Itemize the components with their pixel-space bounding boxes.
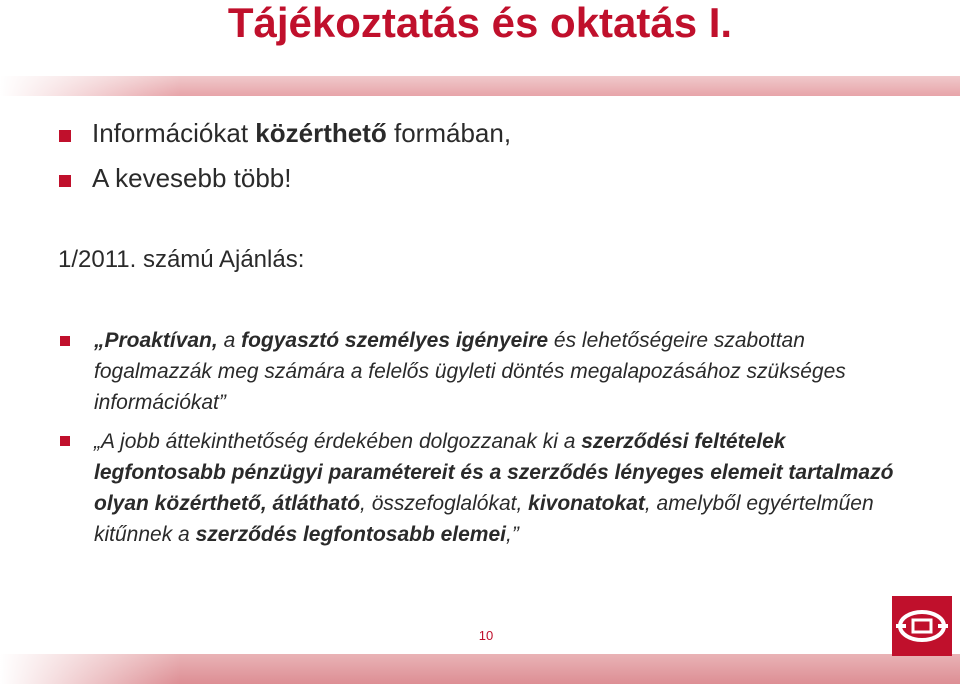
square-bullet-icon (60, 436, 70, 446)
recommendation-label: 1/2011. számú Ajánlás: (58, 246, 305, 273)
square-bullet-icon (59, 130, 71, 142)
slide-title: Tájékoztatás és oktatás I. (227, 0, 733, 46)
page-number: 10 (478, 628, 494, 643)
intro-line-2: A kevesebb több! (92, 163, 292, 193)
intro-line-1: Információkat közérthető formában, (92, 118, 512, 148)
square-bullet-icon (60, 336, 70, 346)
paragraph-proactive: „Proaktívan, a fogyasztó személyes igényeire és lehetőségeire szabottan fogalmazzák meg számára a felelős ügyleti döntés megalapozásához szükséges információkat” (94, 329, 846, 414)
header-band (0, 76, 960, 96)
paragraph-overview: „A jobb áttekinthetőség érdekében dolgozzanak ki a szerződési feltételek legfontosabb pénzügyi paramétereit és a szerződés lényeges elemeit tartalmazó olyan közérthető, átlátható, összefoglalókat, kivonatokat, amelyből egyértelműen kitűnnek a szerződés legfontosabb elemei,” (94, 430, 894, 546)
bank-logo-icon (892, 596, 952, 656)
square-bullet-icon (59, 175, 71, 187)
footer-band (0, 654, 960, 684)
